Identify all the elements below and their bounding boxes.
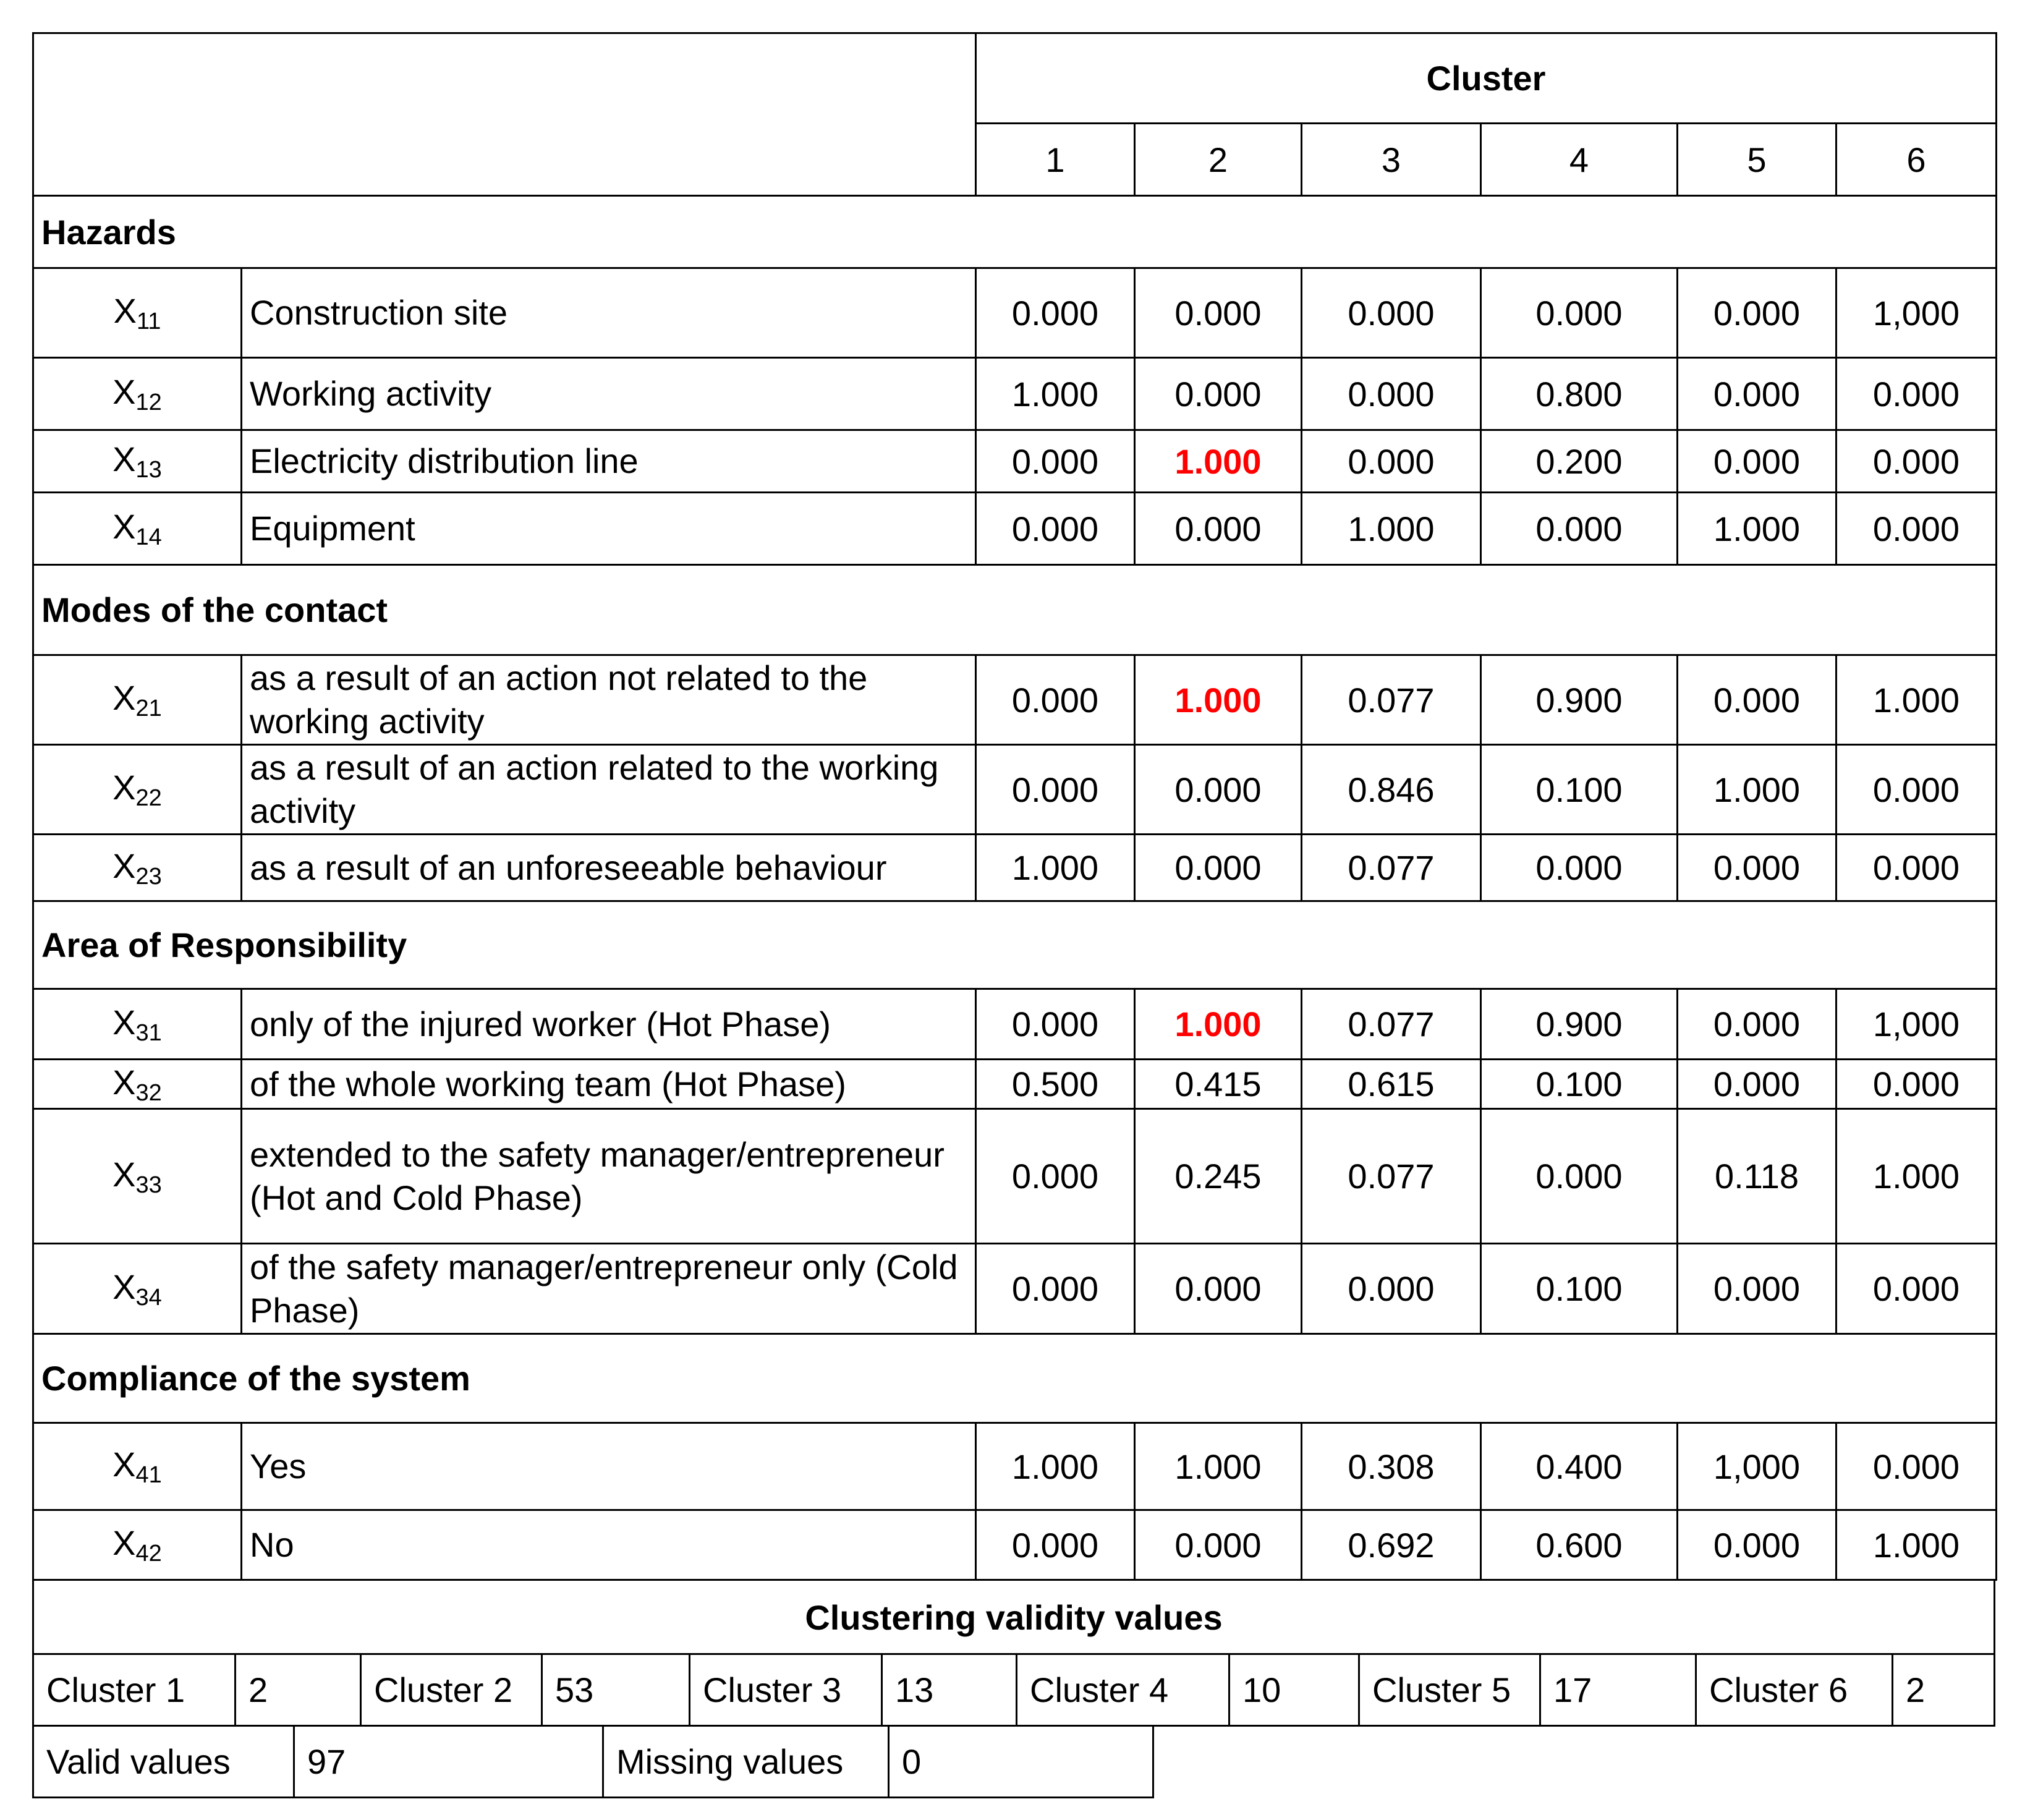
cluster-2-value: 0.000: [1135, 745, 1302, 835]
cluster-4-value: 0.800: [1481, 358, 1678, 430]
variable-code: [33, 1060, 242, 1109]
section-title: Area of Responsibility: [33, 901, 1997, 989]
cluster-4-value: 0.100: [1481, 745, 1678, 835]
validity-cluster-2-label: Cluster 2: [360, 1655, 543, 1727]
cluster-4-value: 0.900: [1481, 989, 1678, 1060]
cluster-6-value: 1,000: [1837, 989, 1997, 1060]
table-row: [33, 493, 1997, 565]
cluster-number-6: 6: [1837, 124, 1997, 196]
variable-description: Yes: [242, 1423, 976, 1510]
cluster-1-value: 0.000: [976, 1244, 1135, 1334]
cluster-2-value: 1.000: [1135, 1423, 1302, 1510]
header-row-cluster: [33, 33, 1997, 124]
cluster-4-value: 0.000: [1481, 268, 1678, 358]
cluster-2-value: 0.000: [1135, 1510, 1302, 1580]
variable-description: of the safety manager/entrepreneur only (Cold Phase): [242, 1244, 976, 1334]
variable-subscript: 42: [135, 1541, 162, 1567]
variable-subscript: 31: [135, 1019, 162, 1046]
variable-letter: X: [113, 372, 136, 411]
cluster-number-2: 2: [1135, 124, 1302, 196]
cluster-1-value: 1.000: [976, 835, 1135, 901]
variable-letter: X: [113, 507, 136, 546]
variable-code: [33, 268, 242, 358]
cluster-3-value: 0.000: [1302, 1244, 1481, 1334]
cluster-6-value: 0.000: [1837, 1423, 1997, 1510]
table-row: [33, 745, 1997, 835]
variable-letter: X: [113, 1267, 136, 1306]
variable-description: Electricity distribution line: [242, 430, 976, 493]
cluster-4-value: 0.100: [1481, 1244, 1678, 1334]
table-row: [33, 1060, 1997, 1109]
cluster-number-3: 3: [1302, 124, 1481, 196]
variable-subscript: 12: [135, 389, 162, 415]
variable-description: Construction site: [242, 268, 976, 358]
variable-description: Equipment: [242, 493, 976, 565]
variable-letter: X: [113, 1002, 136, 1042]
cluster-2-value: 0.000: [1135, 358, 1302, 430]
cluster-4-value: 0.000: [1481, 835, 1678, 901]
cluster-1-value: 0.500: [976, 1060, 1135, 1109]
table-row: [33, 430, 1997, 493]
cluster-1-value: 0.000: [976, 989, 1135, 1060]
cluster-1-value: 0.000: [976, 268, 1135, 358]
cluster-2-value: 0.415: [1135, 1060, 1302, 1109]
cluster-5-value: 0.000: [1678, 1510, 1837, 1580]
variable-letter: X: [113, 1445, 136, 1484]
cluster-number-5: 5: [1678, 124, 1837, 196]
missing-values-label: Missing values: [602, 1727, 890, 1798]
validity-cluster-1-value: 2: [234, 1655, 362, 1727]
section-title: Hazards: [33, 196, 1997, 268]
variable-subscript: 23: [135, 863, 162, 890]
cluster-1-value: 0.000: [976, 493, 1135, 565]
variable-letter: X: [113, 1523, 136, 1562]
cluster-5-value: 0.000: [1678, 1244, 1837, 1334]
table-row: [33, 358, 1997, 430]
cluster-5-value: 1.000: [1678, 493, 1837, 565]
validity-cluster-6-label: Cluster 6: [1695, 1655, 1893, 1727]
cluster-6-value: 0.000: [1837, 493, 1997, 565]
cluster-5-value: 0.000: [1678, 430, 1837, 493]
cluster-4-value: 0.000: [1481, 493, 1678, 565]
valid-values-value: 97: [293, 1727, 604, 1798]
variable-code: [33, 493, 242, 565]
cluster-2-value: 1.000: [1135, 430, 1302, 493]
cluster-6-value: 0.000: [1837, 835, 1997, 901]
variable-description: as a result of an action related to the working activity: [242, 745, 976, 835]
cluster-3-value: 0.000: [1302, 358, 1481, 430]
variable-code: [33, 1244, 242, 1334]
cluster-4-value: 0.600: [1481, 1510, 1678, 1580]
validity-cluster-6-value: 2: [1892, 1655, 1995, 1727]
cluster-6-value: 0.000: [1837, 358, 1997, 430]
cluster-2-value: 0.000: [1135, 835, 1302, 901]
variable-subscript: 41: [135, 1462, 162, 1488]
cluster-6-value: 0.000: [1837, 745, 1997, 835]
section-row: [33, 565, 1997, 655]
variable-letter: X: [113, 1154, 136, 1194]
variable-subscript: 33: [135, 1172, 162, 1198]
variable-code: [33, 745, 242, 835]
cluster-5-value: 1,000: [1678, 1423, 1837, 1510]
cluster-1-value: 1.000: [976, 358, 1135, 430]
variable-subscript: 21: [135, 695, 162, 721]
cluster-5-value: 0.118: [1678, 1109, 1837, 1244]
cluster-2-value: 0.000: [1135, 493, 1302, 565]
cluster-4-value: 0.200: [1481, 430, 1678, 493]
variable-description: of the whole working team (Hot Phase): [242, 1060, 976, 1109]
table-row: [33, 1109, 1997, 1244]
cluster-3-value: 0.077: [1302, 1109, 1481, 1244]
cluster-6-value: 0.000: [1837, 1244, 1997, 1334]
variable-subscript: 13: [135, 457, 162, 483]
section-row: [33, 1334, 1997, 1423]
variable-letter: X: [113, 768, 136, 807]
variable-code: [33, 1109, 242, 1244]
variable-subscript: 32: [135, 1079, 162, 1106]
variable-code: [33, 1510, 242, 1580]
variable-code: [33, 655, 242, 745]
validity-cluster-3-label: Cluster 3: [689, 1655, 883, 1727]
variable-subscript: 22: [135, 785, 162, 811]
table-row: [33, 1423, 1997, 1510]
table-row: [33, 989, 1997, 1060]
cluster-3-value: 0.308: [1302, 1423, 1481, 1510]
valid-values-label: Valid values: [32, 1727, 295, 1798]
cluster-number-1: 1: [976, 124, 1135, 196]
cluster-4-value: 0.000: [1481, 1109, 1678, 1244]
section-row: [33, 196, 1997, 268]
cluster-2-value: 1.000: [1135, 989, 1302, 1060]
validity-cluster-3-value: 13: [881, 1655, 1017, 1727]
variable-description: No: [242, 1510, 976, 1580]
cluster-6-value: 1.000: [1837, 1510, 1997, 1580]
variable-code: [33, 989, 242, 1060]
cluster-3-value: 0.077: [1302, 835, 1481, 901]
cluster-4-value: 0.400: [1481, 1423, 1678, 1510]
variable-description: only of the injured worker (Hot Phase): [242, 989, 976, 1060]
table-row: [33, 835, 1997, 901]
section-row: [33, 901, 1997, 989]
table-row: [33, 1510, 1997, 1580]
cluster-4-value: 0.100: [1481, 1060, 1678, 1109]
cluster-5-value: 0.000: [1678, 1060, 1837, 1109]
variable-description: as a result of an unforeseeable behaviour: [242, 835, 976, 901]
cluster-2-value: 0.000: [1135, 1244, 1302, 1334]
section-title: Compliance of the system: [33, 1334, 1997, 1423]
variable-subscript: 11: [136, 308, 161, 334]
variable-letter: X: [113, 846, 136, 885]
cluster-3-value: 0.077: [1302, 989, 1481, 1060]
cluster-2-value: 0.000: [1135, 268, 1302, 358]
table-row: [33, 1244, 1997, 1334]
variable-code: [33, 835, 242, 901]
table-row: [33, 268, 1997, 358]
variable-subscript: 14: [135, 524, 162, 550]
cluster-6-value: 1,000: [1837, 268, 1997, 358]
variable-code: [33, 358, 242, 430]
table-row: [33, 655, 1997, 745]
validity-title: Clustering validity values: [32, 1581, 1995, 1655]
table-body: [33, 33, 1997, 1580]
missing-values-value: 0: [888, 1727, 1154, 1798]
cluster-1-value: 0.000: [976, 430, 1135, 493]
cluster-1-value: 0.000: [976, 1510, 1135, 1580]
validity-clusters-row: [32, 1655, 1995, 1727]
section-title: Modes of the contact: [33, 565, 1997, 655]
validity-cluster-1-label: Cluster 1: [32, 1655, 236, 1727]
cluster-5-value: 0.000: [1678, 358, 1837, 430]
cluster-1-value: 0.000: [976, 1109, 1135, 1244]
cluster-number-4: 4: [1481, 124, 1678, 196]
variable-subscript: 34: [135, 1284, 162, 1311]
variable-description: extended to the safety manager/entrepreneur (Hot and Cold Phase): [242, 1109, 976, 1244]
variable-code: [33, 430, 242, 493]
cluster-6-value: 0.000: [1837, 430, 1997, 493]
cluster-3-value: 0.692: [1302, 1510, 1481, 1580]
cluster-profile-table: [32, 32, 1997, 1581]
cluster-5-value: 0.000: [1678, 835, 1837, 901]
cluster-2-value: 1.000: [1135, 655, 1302, 745]
cluster-5-value: 0.000: [1678, 655, 1837, 745]
validity-cluster-4-value: 10: [1228, 1655, 1360, 1727]
variable-letter: X: [113, 440, 136, 478]
cluster-3-value: 0.077: [1302, 655, 1481, 745]
validity-cluster-5-label: Cluster 5: [1358, 1655, 1541, 1727]
cluster-1-value: 1.000: [976, 1423, 1135, 1510]
cluster-3-value: 0.000: [1302, 268, 1481, 358]
cluster-5-value: 1.000: [1678, 745, 1837, 835]
cluster-3-value: 0.000: [1302, 430, 1481, 493]
cluster-table-page: [32, 32, 1995, 1798]
cluster-4-value: 0.900: [1481, 655, 1678, 745]
variable-description: as a result of an action not related to the working activity: [242, 655, 976, 745]
variable-letter: X: [113, 678, 136, 717]
validity-cluster-4-label: Cluster 4: [1016, 1655, 1230, 1727]
cluster-header: Cluster: [976, 33, 1997, 124]
cluster-6-value: 1.000: [1837, 655, 1997, 745]
validity-cluster-5-value: 17: [1539, 1655, 1697, 1727]
variable-description: Working activity: [242, 358, 976, 430]
cluster-1-value: 0.000: [976, 745, 1135, 835]
cluster-1-value: 0.000: [976, 655, 1135, 745]
cluster-3-value: 1.000: [1302, 493, 1481, 565]
validity-cluster-2-value: 53: [541, 1655, 690, 1727]
cluster-6-value: 1.000: [1837, 1109, 1997, 1244]
cluster-3-value: 0.615: [1302, 1060, 1481, 1109]
cluster-3-value: 0.846: [1302, 745, 1481, 835]
cluster-6-value: 0.000: [1837, 1060, 1997, 1109]
variable-letter: X: [113, 291, 137, 330]
variable-code: [33, 1423, 242, 1510]
cluster-5-value: 0.000: [1678, 268, 1837, 358]
header-corner: [33, 33, 976, 196]
cluster-5-value: 0.000: [1678, 989, 1837, 1060]
cluster-2-value: 0.245: [1135, 1109, 1302, 1244]
variable-letter: X: [113, 1062, 136, 1102]
validity-summary-row: [32, 1727, 1995, 1798]
